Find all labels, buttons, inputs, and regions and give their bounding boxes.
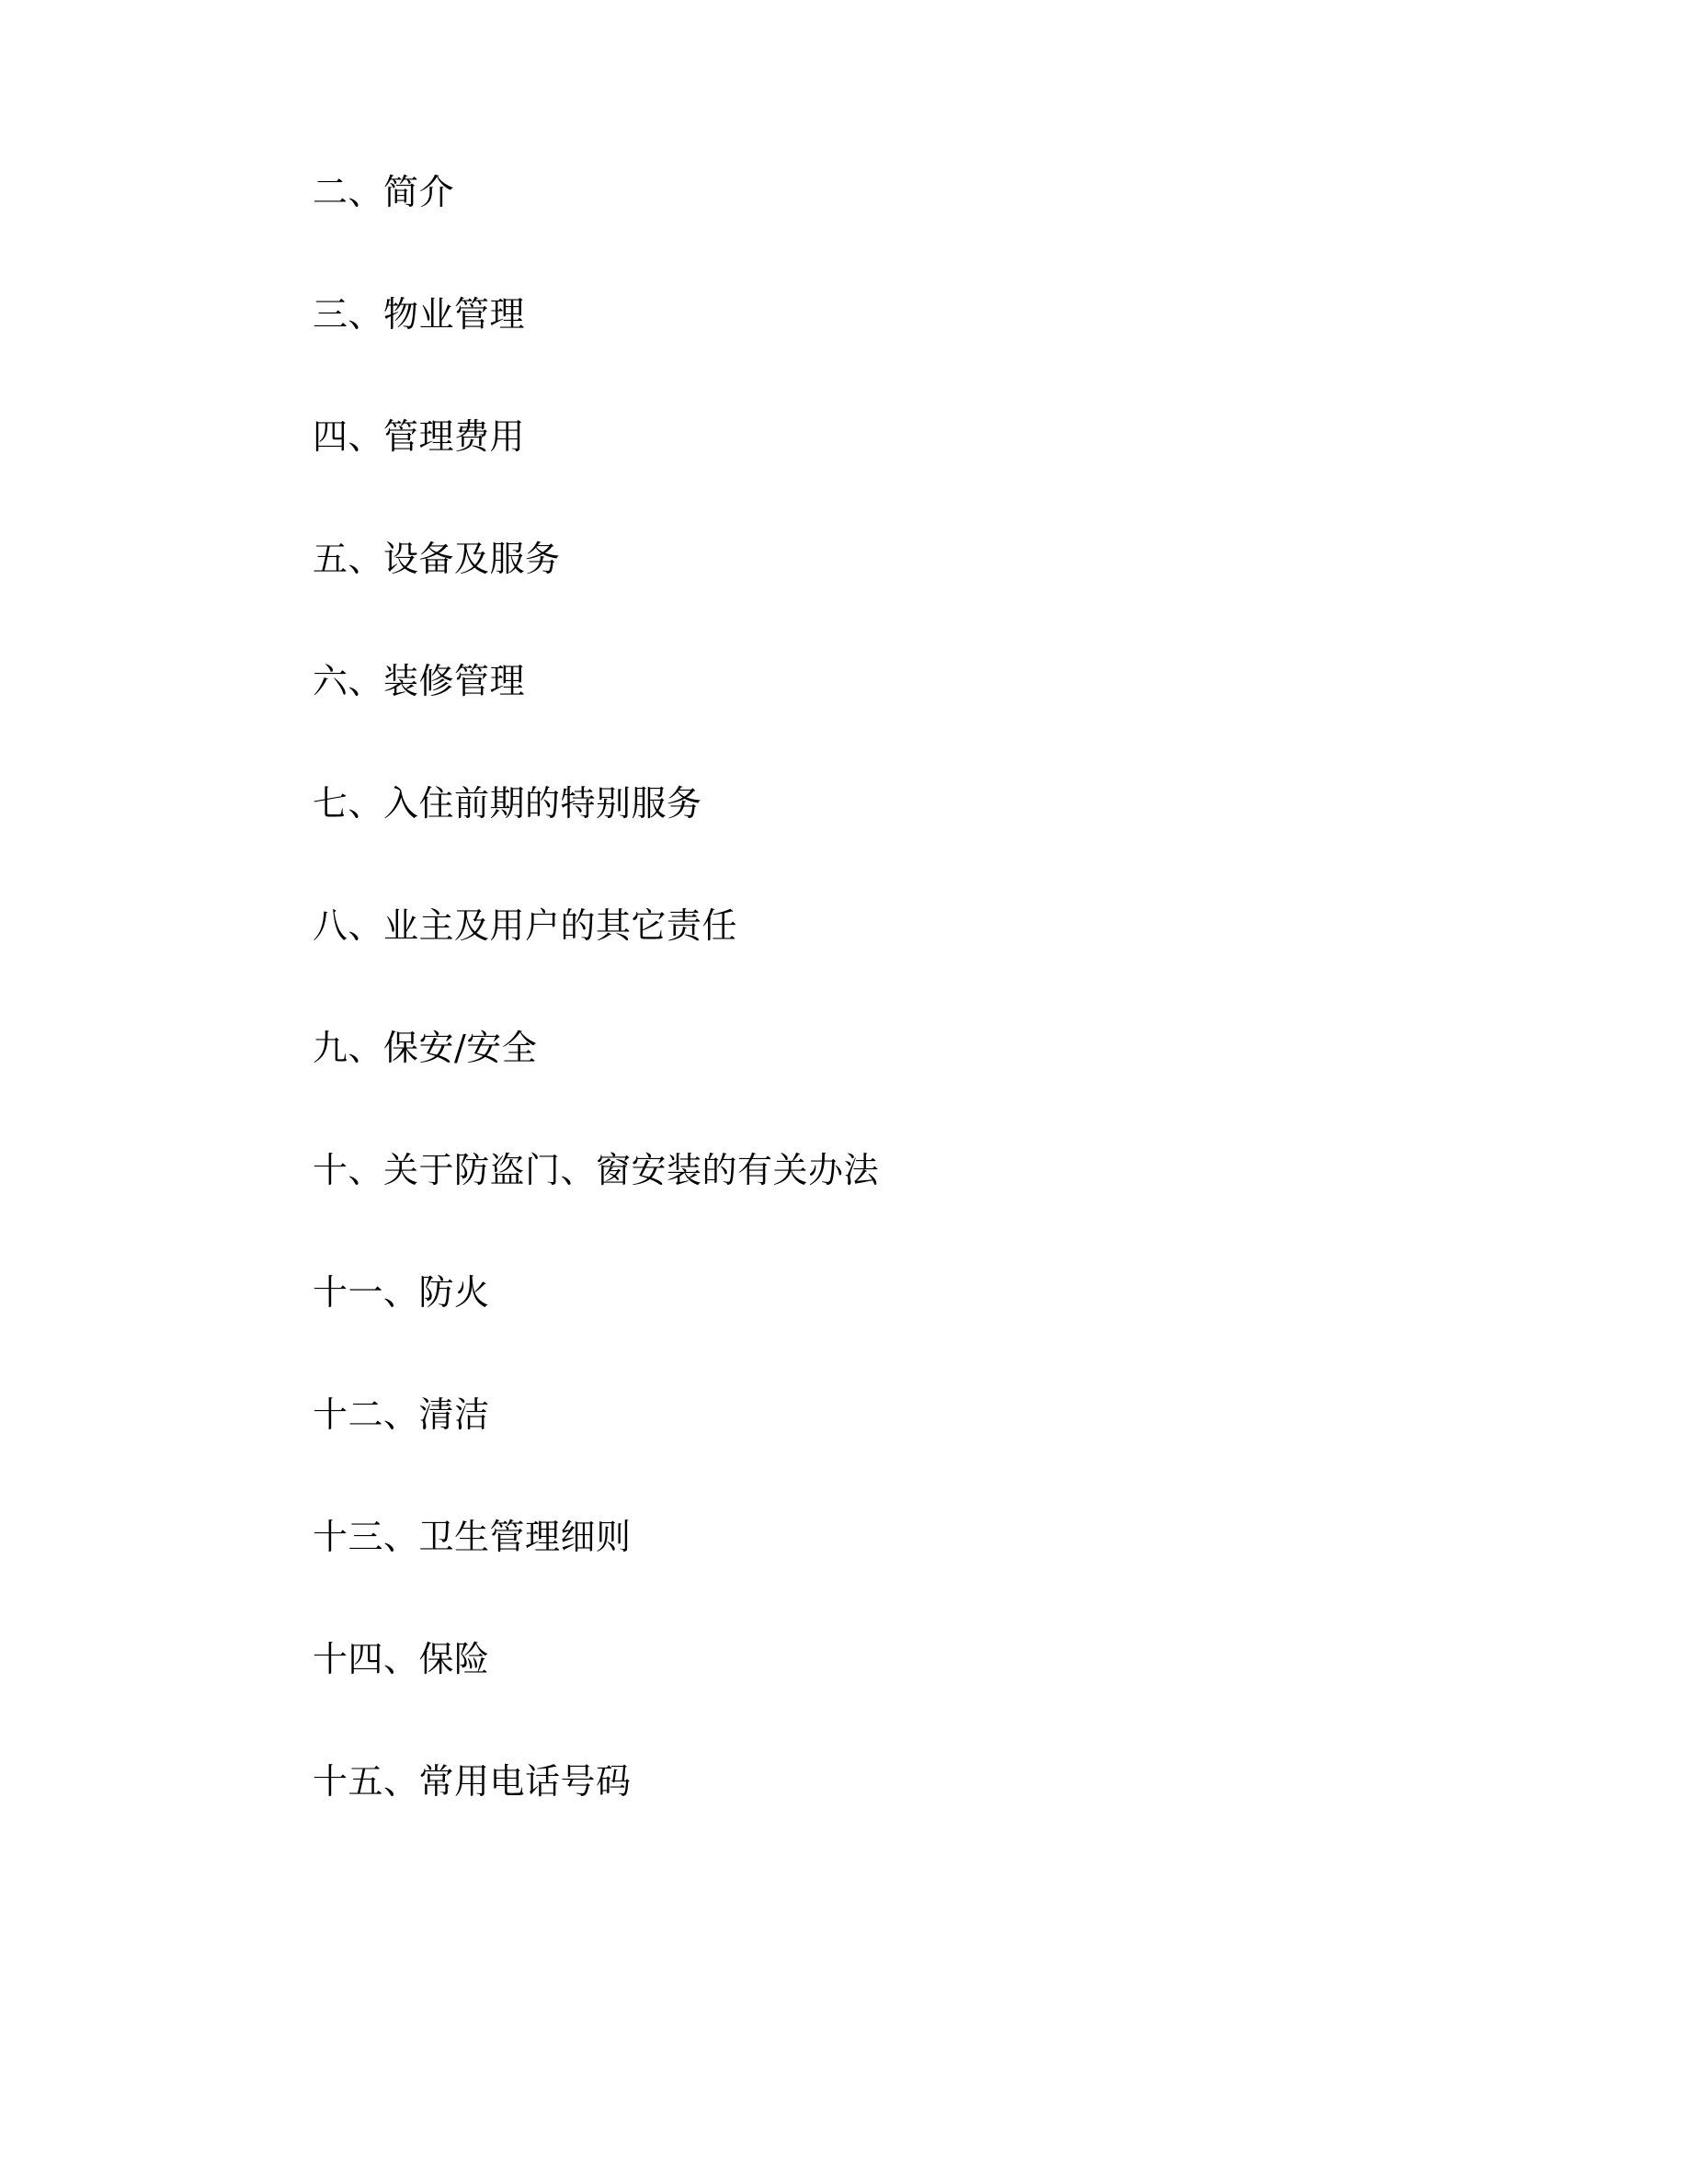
toc-item: 八、业主及用户的其它责任 — [313, 905, 738, 946]
toc-item: 十四、保险 — [313, 1639, 490, 1679]
toc-item: 四、管理费用 — [313, 416, 526, 457]
toc-item: 十五、常用电话号码 — [313, 1761, 632, 1802]
toc-item: 十三、卫生管理细则 — [313, 1517, 632, 1557]
toc-item: 六、装修管理 — [313, 661, 526, 701]
toc-item: 十二、清洁 — [313, 1394, 490, 1435]
toc-item: 九、保安/安全 — [313, 1028, 538, 1068]
toc-item: 七、入住前期的特别服务 — [313, 783, 702, 824]
toc-item: 三、物业管理 — [313, 294, 526, 335]
toc-item: 五、设备及服务 — [313, 539, 561, 579]
table-of-contents — [313, 172, 1397, 1802]
toc-item: 十一、防火 — [313, 1272, 490, 1313]
toc-item: 十、关于防盗门、窗安装的有关办法 — [313, 1150, 880, 1190]
toc-item: 二、简介 — [313, 172, 455, 212]
